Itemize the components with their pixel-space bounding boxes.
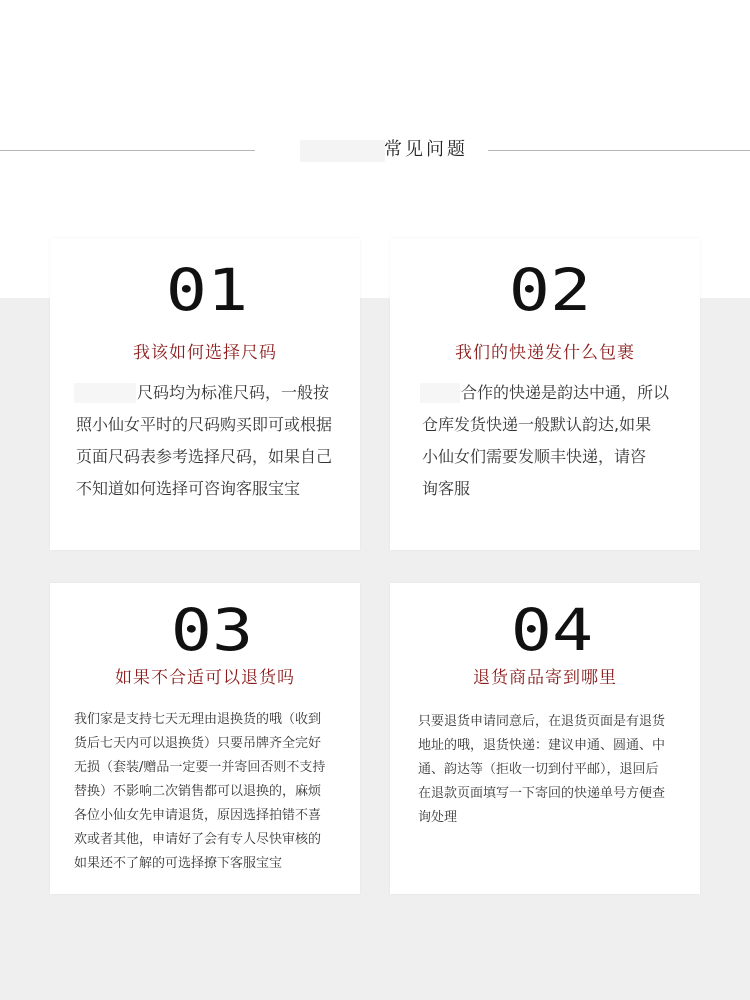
faq-body-4-line-2: 地址的哦，退货快递：建议申通、圆通、中 [418, 738, 666, 753]
faq-body-1-line-4: 不知道如何选择可咨询客服宝宝 [76, 479, 301, 498]
header-blurred-logo [300, 140, 385, 162]
faq-body-1-line-2: 照小仙女平时的尺码购买即可或根据 [76, 415, 333, 434]
faq-body-1-line-3: 页面尺码表参考选择尺码，如果自己 [76, 447, 333, 466]
faq-body-4-line-5: 询处理 [418, 810, 458, 825]
faq-body-4-line-3: 通、韵达等（拒收一切到付平邮），退回后 [418, 762, 659, 777]
faq-body-2-line-1: 合作的快递是韵达中通，所以 [461, 383, 670, 402]
faq-title-3: 如果不合适可以退货吗 [115, 668, 295, 688]
faq-body-3-line-6: 欢或者其他，申请好了会有专人尽快审核的 [74, 832, 322, 847]
faq-number-4: 04 [510, 596, 594, 664]
faq-body-3-line-3: 无损（套装/赠品一定要一并寄回否则不支持 [74, 760, 326, 775]
faq-number-3: 03 [170, 596, 254, 664]
faq-body-1-blurred-prefix [74, 383, 136, 403]
faq-body-2-blurred-prefix [420, 383, 460, 403]
faq-number-1: 01 [165, 256, 249, 324]
header-divider-left [0, 150, 255, 151]
faq-title-1: 我该如何选择尺码 [133, 343, 277, 363]
faq-body-4-line-1: 只要退货申请同意后，在退货页面是有退货 [418, 714, 666, 729]
faq-body-3-line-2: 货后七天内可以退换货）只要吊牌齐全完好 [74, 736, 322, 751]
faq-body-1-line-1: 尺码均为标准尺码，一般按 [137, 383, 330, 402]
faq-body-2-line-2: 仓库发货快递一般默认韵达,如果 [422, 415, 652, 434]
faq-body-2-line-4: 询客服 [422, 479, 471, 498]
faq-title-2: 我们的快递发什么包裹 [455, 343, 635, 363]
section-title: 常见问题 [384, 139, 468, 160]
faq-body-3-line-4: 替换）不影响二次销售都可以退换的，麻烦 [74, 784, 322, 799]
faq-body-3-line-7: 如果还不了解的可选择撩下客服宝宝 [74, 856, 283, 871]
faq-body-4-line-4: 在退款页面填写一下寄回的快递单号方便查 [418, 786, 666, 801]
faq-body-3-line-1: 我们家是支持七天无理由退换货的哦（收到 [74, 712, 322, 727]
faq-title-4: 退货商品寄到哪里 [473, 668, 617, 688]
header-divider-right [488, 150, 750, 151]
faq-body-2-line-3: 小仙女们需要发顺丰快递，请咨 [422, 447, 647, 466]
faq-body-3-line-5: 各位小仙女先申请退货，原因选择拍错不喜 [74, 808, 322, 823]
faq-number-2: 02 [508, 256, 592, 324]
